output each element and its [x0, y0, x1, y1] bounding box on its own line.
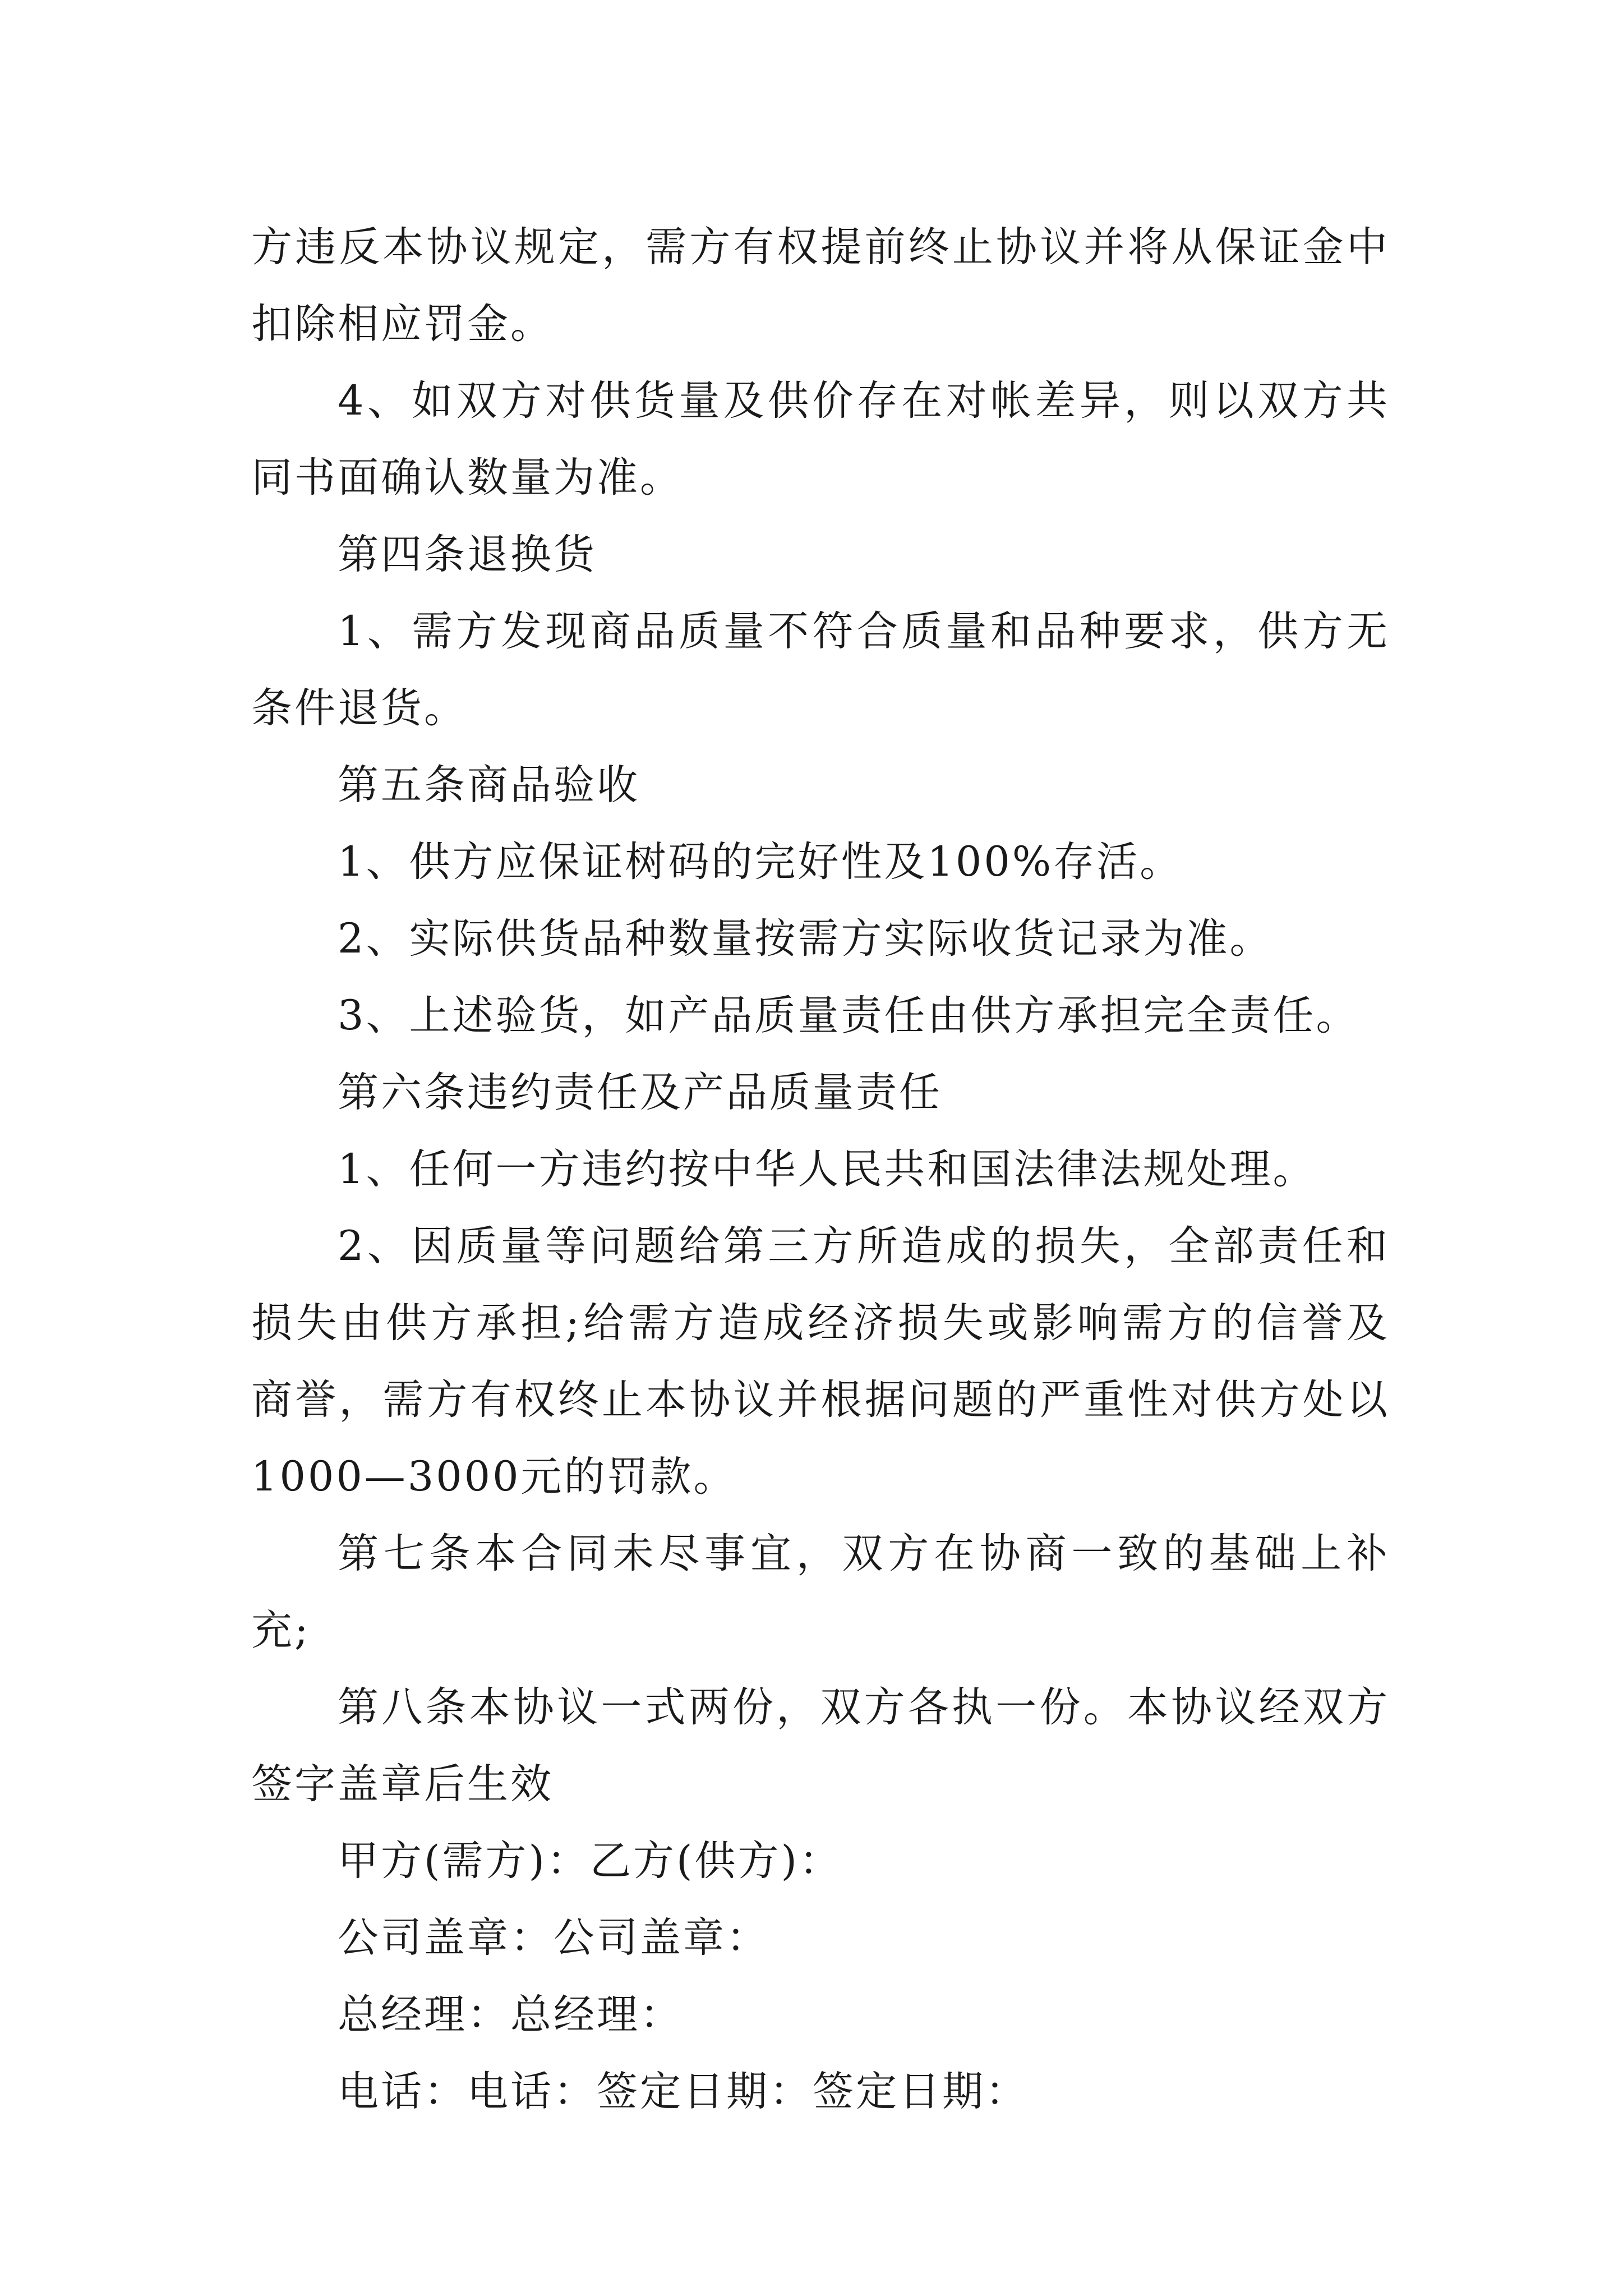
- heading-article-6: 第六条违约责任及产品质量责任: [338, 1069, 942, 1116]
- paragraph-article-4-item-1: 1、需方发现商品质量不符合质量和品种要求，供方无条件退货。: [251, 608, 1390, 732]
- paragraph-article-7: 第七条本合同未尽事宜，双方在协商一致的基础上补充;: [251, 1530, 1390, 1654]
- paragraph-clause-3-item-4: 4、如双方对供货量及供价存在对帐差异，则以双方共同书面确认数量为准。: [251, 377, 1390, 501]
- paragraph-penalty-continuation: 方违反本协议规定，需方有权提前终止协议并将从保证金中扣除相应罚金。: [251, 223, 1390, 348]
- document-body: [251, 209, 1390, 2130]
- heading-article-4: 第四条退换货: [338, 531, 597, 578]
- signature-general-manager: 总经理：总经理：: [338, 1991, 683, 2039]
- paragraph-article-6-item-2: 2、因质量等问题给第三方所造成的损失，全部责任和损失由供方承担;给需方造成经济损失或影响需方的信誉及商誉，需方有权终止本协议并根据问题的严重性对供方处以1000—3000元的罚款。: [251, 1222, 1390, 1501]
- signature-company-seal: 公司盖章：公司盖章：: [338, 1914, 769, 1962]
- heading-article-5: 第五条商品验收: [338, 761, 640, 809]
- paragraph-article-5-item-1: 1、供方应保证树码的完好性及100%存活。: [338, 838, 1183, 886]
- paragraph-article-6-item-1: 1、任何一方违约按中华人民共和国法律法规处理。: [338, 1145, 1316, 1193]
- signature-phone-date: 电话：电话：签定日期：签定日期：: [338, 2068, 1029, 2115]
- paragraph-article-5-item-3: 3、上述验货，如产品质量责任由供方承担完全责任。: [338, 992, 1359, 1039]
- paragraph-article-5-item-2: 2、实际供货品种数量按需方实际收货记录为准。: [338, 915, 1273, 963]
- paragraph-article-8: 第八条本协议一式两份，双方各执一份。本协议经双方签字盖章后生效: [251, 1683, 1390, 1808]
- signature-parties: 甲方(需方)：乙方(供方)：: [338, 1837, 842, 1885]
